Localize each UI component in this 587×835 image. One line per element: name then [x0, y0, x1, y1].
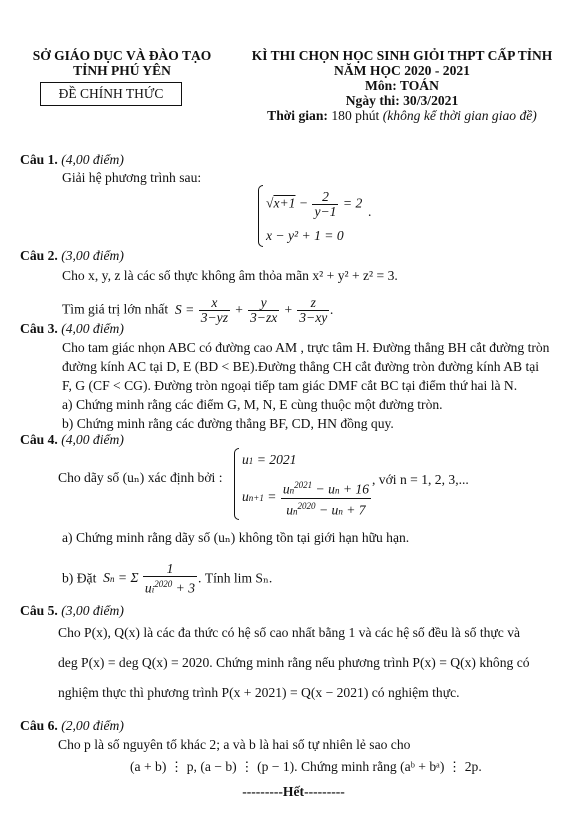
question-2-expression: S = $\frac{x}{3-yz}$ + $\frac{y}{3-zx}$ + $\frac{z}{3-xy}$ .	[171, 295, 334, 325]
time-value: 180 phút	[331, 108, 380, 123]
question-3-line-3: F, G (CF < CG). Đường tròn ngoại tiếp tam giác DMF cắt BC tại điểm thứ hai là N.	[62, 378, 518, 393]
system-equation-2: x − y² + 1 = 0	[266, 228, 344, 243]
subject: Môn: TOÁN	[365, 78, 439, 93]
question-5-line-1: Cho P(x), Q(x) là các đa thức có hệ số cao nhất bằng 1 và các hệ số đều là số thực và	[58, 625, 521, 640]
official-badge: ĐỀ CHÍNH THỨC	[40, 82, 182, 106]
question-5-line-3: nghiệm thực thì phương trình P(x + 2021) = Q(x − 2021) có nghiệm thực.	[58, 685, 460, 700]
question-3-part-b: b) Chứng minh rằng các đường thẳng BF, CD, HN đồng quy.	[62, 416, 394, 431]
question-4-heading	[20, 432, 124, 448]
question-5-line-2: deg P(x) = deg Q(x) = 2020. Chứng minh rằng nếu phương trình P(x) = Q(x) không có	[58, 655, 530, 670]
time-allowed	[232, 108, 572, 124]
system-period: .	[368, 204, 372, 219]
question-1-text: Giải hệ phương trình sau:	[62, 170, 202, 185]
question-2-line-1: Cho x, y, z là các số thực không âm thỏa mãn x² + y² + z² = 3.	[62, 268, 398, 283]
question-3-label: Câu 3.	[20, 321, 58, 336]
exam-date: Ngày thi: 30/3/2021	[345, 93, 459, 108]
school-year: NĂM HỌC 2020 - 2021	[334, 63, 470, 78]
time-note: (không kể thời gian giao đề)	[382, 108, 537, 123]
sequence-condition: , với n = 1, 2, 3,...	[372, 472, 469, 487]
question-6-label: Câu 6.	[20, 718, 58, 733]
question-4-part-b-pre: b) Đặt	[62, 570, 97, 586]
question-5-heading	[20, 603, 124, 619]
question-4-label: Câu 4.	[20, 432, 58, 447]
question-6-line-2: (a + b) ⋮ p, (a − b) ⋮ (p − 1). Chứng minh rằng (aᵇ + bᵃ) ⋮ 2p.	[130, 759, 482, 774]
sequence-recurrence: un+1 = $\frac{un^{2021} - un + 16}{un^{2020} - un + 7}$	[242, 480, 370, 518]
question-5-points: (3,00 điểm)	[61, 603, 124, 618]
question-1-points: (4,00 điểm)	[61, 152, 124, 167]
question-1-heading	[20, 152, 124, 168]
question-2-points: (3,00 điểm)	[61, 248, 124, 263]
question-4-sum-expression: Sn = Σ $\frac{1}{ui^{2020} + 3}$	[99, 561, 196, 596]
question-2-heading	[20, 248, 124, 264]
question-2-line-2-text: Tìm giá trị lớn nhất	[62, 301, 169, 317]
question-1-label: Câu 1.	[20, 152, 58, 167]
question-6-points: (2,00 điểm)	[61, 718, 124, 733]
exam-title: KÌ THI CHỌN HỌC SINH GIỎI THPT CẤP TỈNH	[251, 48, 553, 63]
question-2-label: Câu 2.	[20, 248, 58, 263]
question-3-line-1: Cho tam giác nhọn ABC có đường cao AM , trực tâm H. Đường thẳng BH cắt đường tròn	[62, 340, 550, 355]
question-4-points: (4,00 điểm)	[61, 432, 124, 447]
question-5-label: Câu 5.	[20, 603, 58, 618]
question-4-part-a: a) Chứng minh rằng dãy số (uₙ) không tồn tại giới hạn hữu hạn.	[62, 530, 410, 545]
system-brace	[258, 185, 263, 247]
question-4-part-b	[62, 562, 272, 597]
question-3-line-2: đường kính AC tại D, E (BD < BE).Đường thẳng CH cắt đường tròn đường kính AB tại	[62, 359, 540, 374]
question-6-line-1: Cho p là số nguyên tố khác 2; a và b là hai số tự nhiên lẻ sao cho	[58, 737, 411, 752]
question-3-heading	[20, 321, 124, 337]
system-equation-1: √x+1 − $\frac{2}{y-1}$ = 2	[266, 189, 363, 219]
question-3-points: (4,00 điểm)	[61, 321, 124, 336]
department-name: SỞ GIÁO DỤC VÀ ĐÀO TẠO	[32, 48, 212, 63]
time-label: Thời gian:	[267, 108, 328, 123]
sequence-initial-term: u1 = 2021	[242, 452, 297, 467]
province-name: TỈNH PHÚ YÊN	[73, 63, 171, 78]
sequence-brace	[234, 448, 239, 520]
question-4-intro: Cho dãy số (uₙ) xác định bởi :	[58, 470, 223, 485]
question-3-part-a: a) Chứng minh rằng các điểm G, M, N, E cùng thuộc một đường tròn.	[62, 397, 443, 412]
end-marker: ---------Hết---------	[242, 784, 345, 799]
question-6-heading	[20, 718, 124, 734]
question-4-part-b-post: . Tính lim Sₙ.	[198, 570, 273, 586]
